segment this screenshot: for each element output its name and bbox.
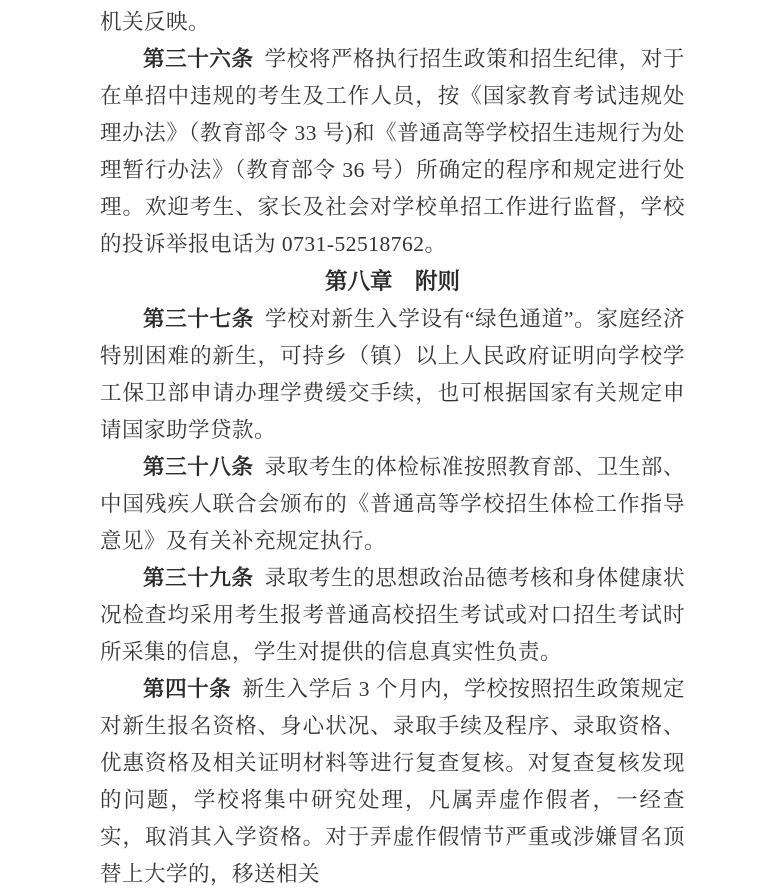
article-paragraph (100, 41, 685, 263)
article-text: 学校对新生入学设有“绿色通道”。家庭经济特别困难的新生，可持乡（镇）以上人民政府证明向学校学工保卫部申请办理学费缓交手续，也可根据国家有关规定申请国家助学贷款。 (100, 307, 685, 442)
article-text: 学校将严格执行招生政策和招生纪律，对于在单招中违规的考生及工作人员，按《国家教育考试违规处理办法》（教育部令 33 号)和《普通高等学校招生违规行为处理暂行办法》（教育部令 36 号）所确定的程序和规定进行处理。欢迎考生、家长及社会对学校单招工作进行监督，学校的投诉举报电话为 0731-52518762。 (100, 47, 685, 256)
document-body (100, 4, 685, 893)
chapter-heading: 第八章 附则 (324, 269, 460, 294)
article-number: 第三十八条 (143, 455, 254, 479)
article-paragraph (100, 560, 685, 671)
article-number: 第四十条 (143, 677, 232, 701)
article-paragraph (100, 449, 685, 560)
article-paragraph (100, 671, 685, 893)
article-number: 第三十六条 (143, 47, 254, 71)
article-number: 第三十七条 (143, 307, 255, 331)
article-number: 第三十九条 (143, 566, 254, 590)
article-text: 新生入学后 3 个月内，学校按照招生政策规定对新生报名资格、身心状况、录取手续及程序、录取资格、优惠资格及相关证明材料等进行复查复核。对复查复核发现的问题，学校将集中研究处理，凡属弄虚作假者，一经查实，取消其入学资格。对于弄虚作假情节严重或涉嫌冒名顶替上大学的，移送相关 (100, 677, 685, 886)
paragraph-continuation: 机关反映。 (100, 10, 211, 34)
article-paragraph (100, 301, 685, 449)
article-text: 录取考生的体检标准按照教育部、卫生部、中国残疾人联合会颁布的《普通高等学校招生体检工作指导意见》及有关补充规定执行。 (100, 455, 685, 553)
article-text: 录取考生的思想政治品德考核和身体健康状况检查均采用考生报考普通高校招生考试或对口招生考试时所采集的信息，学生对提供的信息真实性负责。 (100, 566, 685, 664)
